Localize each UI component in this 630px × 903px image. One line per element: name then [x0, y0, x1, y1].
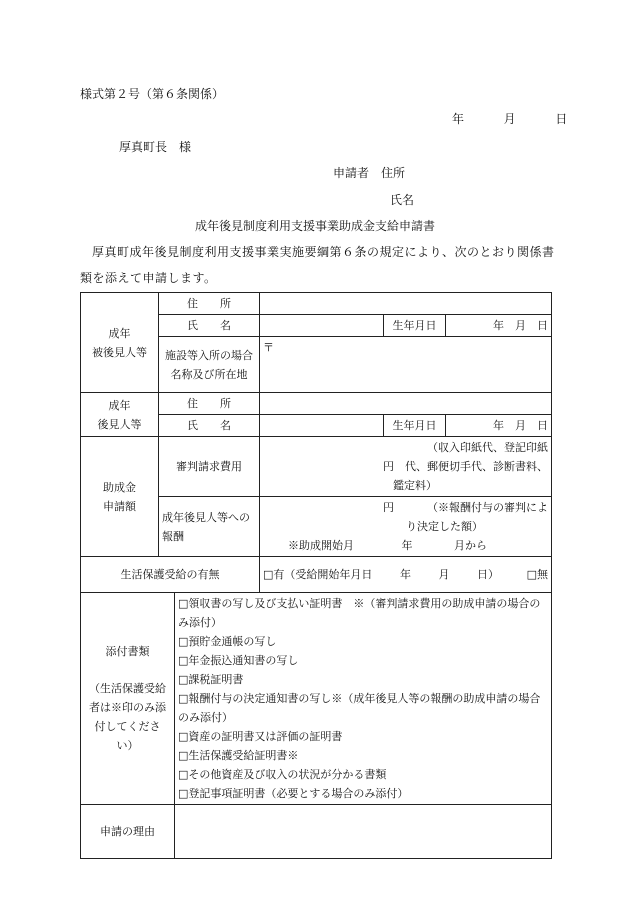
guardian-section-label: 成年 後見人等 [81, 393, 159, 437]
welfare-yes-year: 年 [399, 568, 411, 581]
welfare-yes-option[interactable]: □有（受給開始年月日 [263, 568, 373, 581]
start-year: 年 [401, 539, 413, 552]
postal-mark: 〒 [263, 341, 274, 354]
court-cost-note-3: 鑑定料） [393, 479, 437, 492]
fee-label: 成年後見人等への報酬 [159, 497, 260, 557]
fee-note-1: （※報酬付与の審判によ [427, 501, 549, 514]
applicant-address-label: 申請者 住所 [333, 166, 406, 180]
guardian-address-label: 住 所 [159, 393, 260, 415]
guardian-address-field[interactable] [260, 393, 552, 415]
ward-address-label: 住 所 [159, 293, 260, 315]
attachment-item[interactable]: □預貯金通帳の写し [178, 635, 277, 648]
welfare-no-option[interactable]: □無 [526, 568, 548, 581]
addressee: 厚真町長 様 [119, 140, 192, 154]
subsidy-section-label: 助成金 申請額 [81, 437, 159, 557]
fee-yen: 円 [383, 501, 394, 514]
attachments-row [81, 593, 552, 805]
application-form-table [80, 292, 552, 859]
attachment-item[interactable]: □領収書の写し及び支払い証明書 ※（審判請求費用の助成申請の場合のみ添付） [178, 597, 541, 629]
date-year-label: 年 [452, 112, 465, 126]
court-cost-note-2: 代、郵便切手代、診断書料、 [405, 460, 549, 473]
ward-birth-field[interactable]: 年 月 日 [446, 315, 552, 337]
ward-birth-label: 生年月日 [384, 315, 446, 337]
attachment-item[interactable]: □報酬付与の決定通知書の写し※（成年後見人等の報酬の助成申請の場合のみ添付） [178, 692, 541, 724]
date-day-label: 日 [555, 112, 568, 126]
reason-field[interactable] [175, 805, 552, 859]
form-number: 様式第２号（第６条関係） [80, 87, 225, 101]
ward-facility-label: 施設等入所の場合名称及び所在地 [159, 337, 260, 393]
guardian-birth-field[interactable]: 年 月 日 [446, 415, 552, 437]
welfare-row [81, 557, 552, 593]
ward-name-field[interactable] [260, 315, 384, 337]
attachment-item[interactable]: □資産の証明書又は評価の証明書 [178, 730, 343, 743]
attachments-note: （生活保護受給者は※印のみ添付してください） [89, 682, 166, 752]
ward-address-row [81, 293, 552, 315]
reason-row [81, 805, 552, 859]
guardian-birth-label: 生年月日 [384, 415, 446, 437]
attachment-item[interactable]: □課税証明書 [178, 673, 244, 686]
attachments-label: 添付書類 [105, 645, 150, 658]
document-title: 成年後見制度利用支援事業助成金支給申請書 [194, 219, 435, 233]
welfare-field [260, 557, 552, 593]
guardian-address-row [81, 393, 552, 415]
attachments-label-cell [81, 593, 175, 805]
fee-field[interactable] [260, 497, 552, 557]
applicant-name-label: 氏名 [390, 193, 415, 207]
ward-name-label: 氏 名 [159, 315, 260, 337]
attachments-list [175, 593, 552, 805]
attachment-item[interactable]: □生活保護受給証明書※ [178, 749, 299, 762]
court-cost-note-1: （収入印紙代、登記印紙 [427, 441, 549, 454]
ward-address-field[interactable] [260, 293, 552, 315]
date-month-label: 月 [503, 112, 516, 126]
attachment-item[interactable]: □その他資産及び収入の状況が分かる書類 [178, 768, 387, 781]
court-cost-field[interactable] [260, 437, 552, 497]
start-month-line [263, 536, 548, 555]
intro-text: 厚真町成年後見制度利用支援事業実施要綱第６条の規定により、次のとおり関係書類を添えて申請します。 [80, 245, 555, 285]
ward-facility-field[interactable] [260, 337, 552, 393]
guardian-name-label: 氏 名 [159, 415, 260, 437]
ward-section-label: 成年 被後見人等 [81, 293, 159, 393]
date-line [452, 110, 567, 127]
court-cost-yen: 円 [383, 460, 394, 473]
court-cost-label: 審判請求費用 [159, 437, 260, 497]
guardian-name-field[interactable] [260, 415, 384, 437]
welfare-yes-month: 月 [438, 568, 450, 581]
fee-note-2: り決定した額） [406, 520, 483, 533]
attachment-item[interactable]: □年金振込通知書の写し [178, 654, 299, 667]
attachment-item[interactable]: □登記事項証明書（必要とする場合のみ添付） [178, 787, 409, 800]
court-cost-row [81, 437, 552, 497]
reason-label: 申請の理由 [81, 805, 175, 859]
start-month-label: ※助成開始月 [288, 539, 354, 552]
welfare-yes-day: 日） [477, 568, 500, 581]
start-month: 月から [454, 539, 487, 552]
welfare-label: 生活保護受給の有無 [81, 557, 260, 593]
